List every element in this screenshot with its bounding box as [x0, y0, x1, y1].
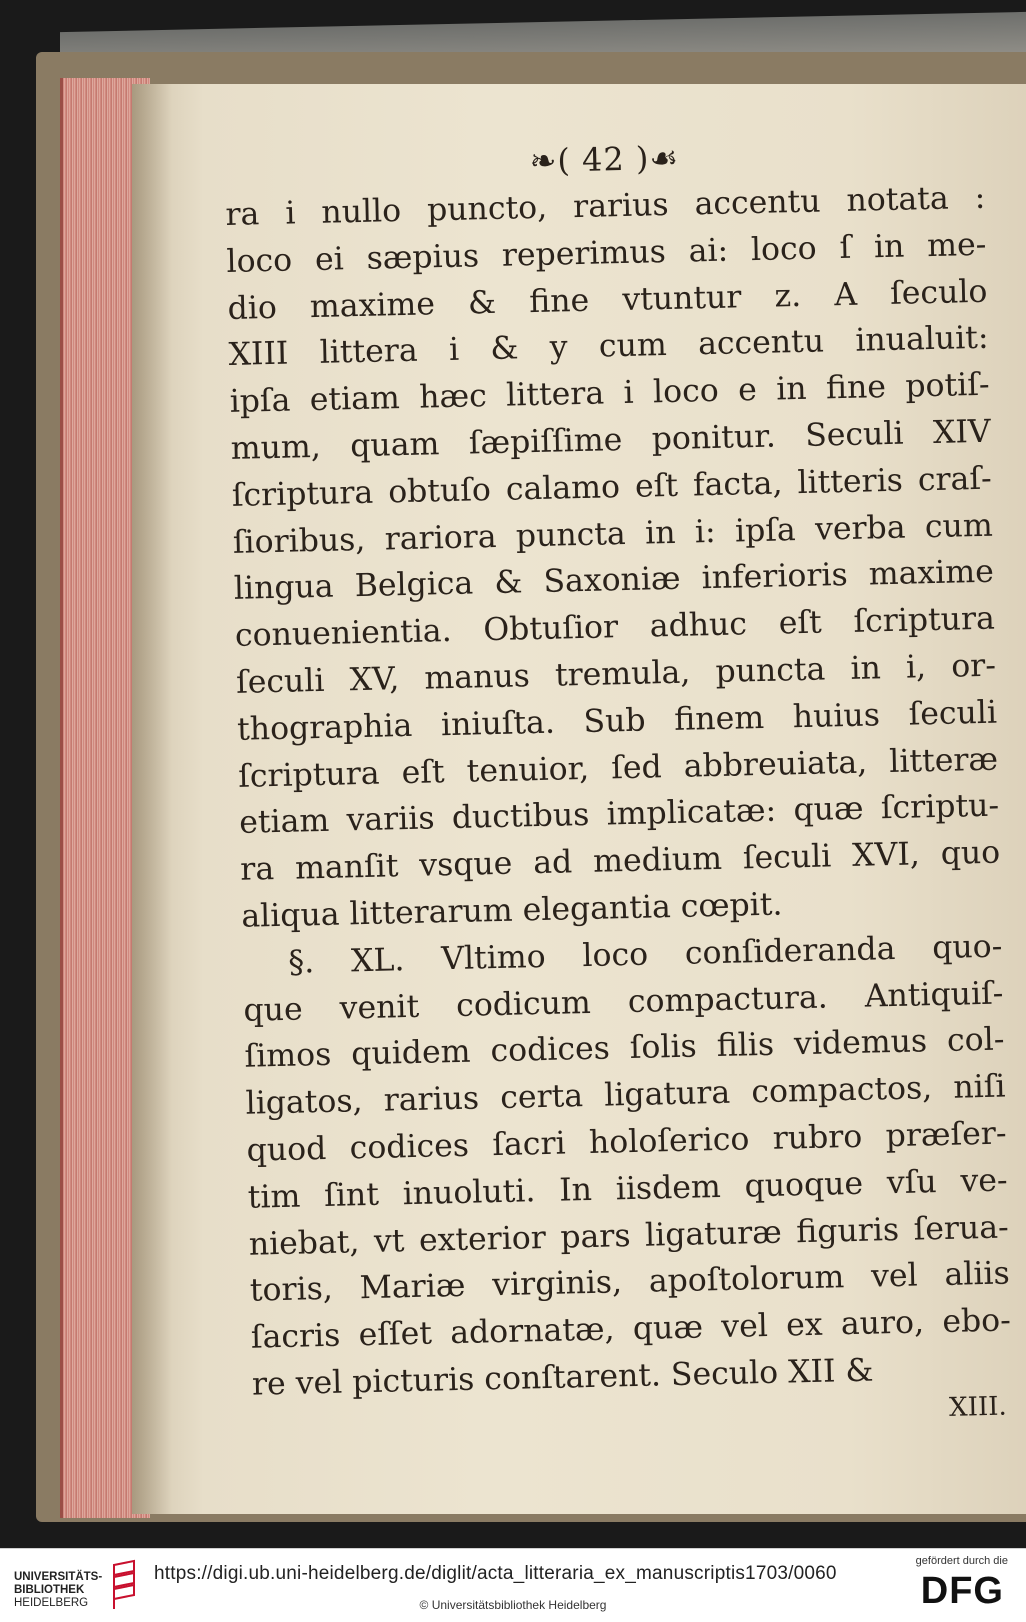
- catchword: XIII.: [948, 1391, 1008, 1423]
- text-line: thographia iniuſta. Sub finem huius ſeculi: [236, 694, 998, 748]
- footer-bar: [0, 1548, 1026, 1622]
- text-line: loco ei sæpius reperimus ai: loco ſ in me-: [226, 226, 987, 280]
- library-name-line-1: UNIVERSITÄTS-: [14, 1571, 103, 1583]
- text-line: §. XL. Vltimo loco conſideranda quo-: [288, 928, 1003, 981]
- text-line: ſioribus, rariora puncta in i: ipſa verba cum: [232, 507, 994, 561]
- text-line: que venit codicum compactura. Antiquiſ-: [243, 975, 1004, 1029]
- text-line: conuenientia. Obtuſior adhuc eſt ſcriptura: [234, 600, 996, 655]
- funder-label: gefördert durch die: [915, 1555, 1008, 1567]
- text-line: ra manſit vsque ad medium ſeculi XVI, quo: [239, 834, 1001, 888]
- text-line: re vel picturis conſtarent. Seculo XII &: [251, 1352, 874, 1403]
- text-line: XIII littera i & y cum accentu inualuit:: [228, 320, 989, 374]
- text-line: ra i nullo puncto, rarius accentu notata :: [225, 179, 986, 233]
- text-line: ſcriptura eſt tenuior, ſed abbreuiata, litteræ: [237, 741, 999, 795]
- text-line: tim ſint inuoluti. In iisdem quoque vſu ve-: [247, 1162, 1008, 1216]
- text-line: ſeculi XV, manus tremula, puncta in i, or-: [235, 647, 997, 701]
- library-city: HEIDELBERG: [14, 1597, 89, 1609]
- text-line: dio maxime & fine vtuntur z. A ſeculo: [227, 273, 988, 327]
- copyright-notice: © Universitätsbibliothek Heidelberg: [419, 1598, 607, 1612]
- text-line: lingua Belgica & Saxoniæ inferioris maxime: [233, 554, 995, 608]
- library-name-line-2: BIBLIOTHEK: [14, 1584, 85, 1596]
- text-line: mum, quam ſæpiſſime ponitur. Seculi XIV: [230, 413, 991, 467]
- text-line: quod codices ſacri holoſerico rubro præſer-: [246, 1115, 1007, 1169]
- text-line: ſimos quidem codices ſolis filis videmus col-: [244, 1021, 1005, 1076]
- permalink-url[interactable]: https://digi.ub.uni-heidelberg.de/diglit/acta_litteraria_ex_manuscriptis1703/0060: [154, 1563, 837, 1584]
- dfg-logo[interactable]: DFG: [920, 1570, 1004, 1612]
- text-line: niebat, vt exterior pars ligaturæ figuris ſerua-: [248, 1209, 1010, 1263]
- text-line: toris, Mariæ virginis, apoſtolorum vel aliis: [249, 1255, 1011, 1310]
- text-lines: [225, 175, 1012, 1409]
- text-line: ligatos, rarius certa ligatura compactos, niſi: [245, 1068, 1006, 1122]
- text-line: ipſa etiam hæc littera i loco e in fine potiſ-: [229, 366, 990, 421]
- text-line: ſcriptura obtuſo calamo eſt facta, litteris craſ-: [231, 460, 993, 514]
- page-number: ❧( 42 )☙: [529, 138, 680, 181]
- text-line: aliqua litterarum elegantia cœpit.: [240, 886, 783, 935]
- text-line: ſacris eſſet adornatæ, quæ vel ex auro, ebo-: [250, 1302, 1012, 1356]
- gutter-shadow: [132, 84, 172, 1514]
- text-line: etiam variis ductibus implicatæ: quæ ſcriptu-: [238, 787, 1000, 842]
- page-text-block: [224, 133, 1012, 1423]
